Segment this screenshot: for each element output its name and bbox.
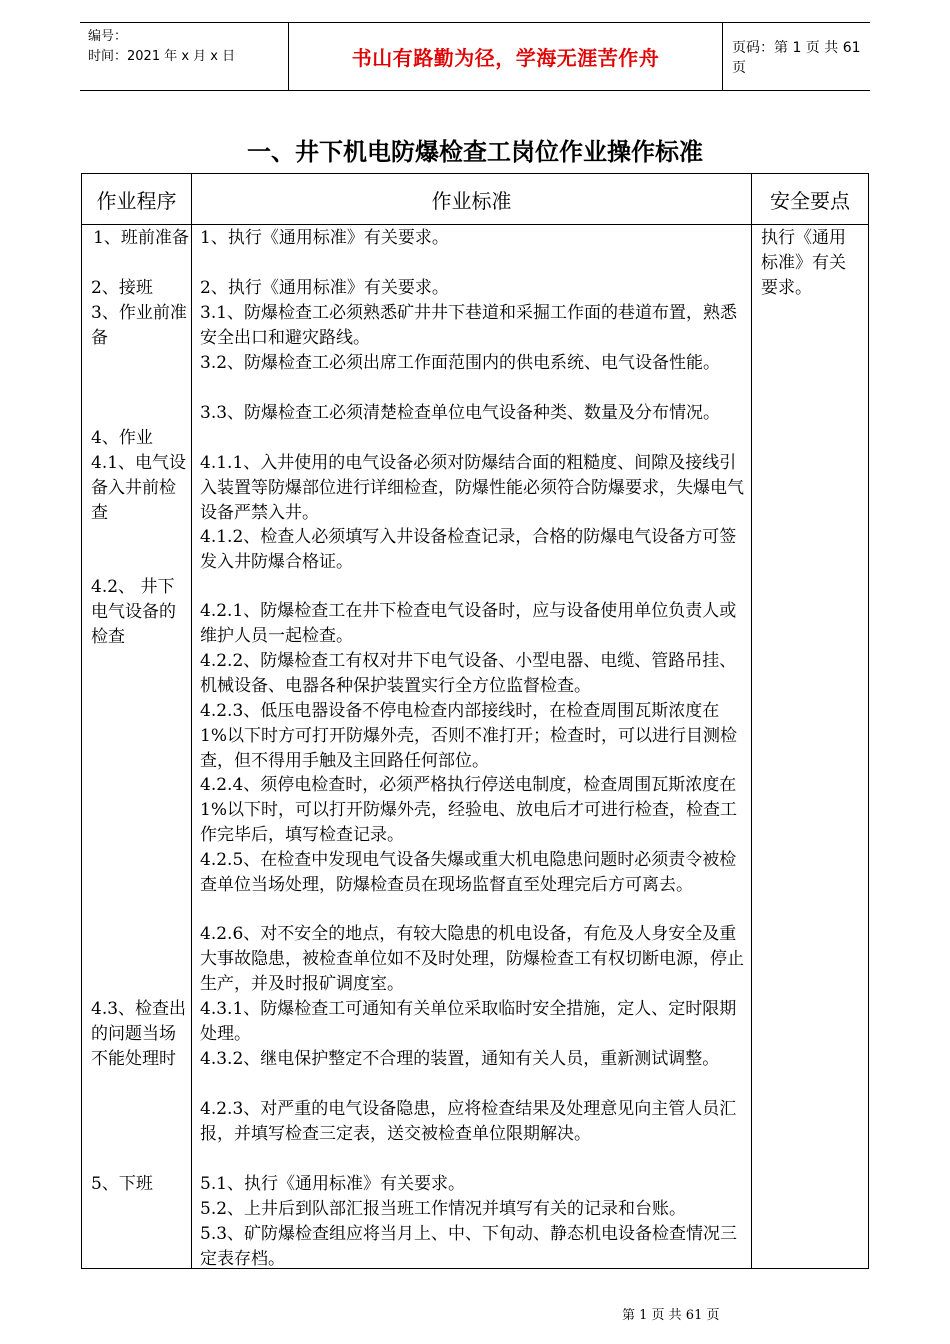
procedure-item: 2、接班: [91, 278, 153, 298]
document-time: 时间：2021 年 x 月 x 日: [88, 49, 236, 64]
document-title: 一、井下机电防爆检查工岗位作业操作标准: [247, 138, 703, 166]
procedure-item: 4.1、电气设备入井前检查: [91, 453, 187, 523]
standard-item: 5.3、矿防爆检查组应将当月上、中、下旬动、静态机电设备检查情况三定表存档。: [200, 1224, 738, 1269]
standard-item: 4.2.4、须停电检查时，必须严格执行停送电制度，检查周围瓦斯浓度在 1%以下时，可以打开防爆外壳，经验电、放电后才可进行检查，检查工作完毕后，填写检查记录。: [200, 775, 737, 845]
column-divider: [751, 174, 752, 1268]
procedure-item: 4、作业: [91, 428, 153, 448]
procedure-item: 3、作业前准备: [91, 303, 187, 348]
standard-item: 5.1、执行《通用标准》有关要求。: [200, 1174, 466, 1194]
column-divider: [191, 174, 192, 1268]
procedure-item: 4.2、 井下电气设备的检查: [91, 577, 176, 647]
page-header: [80, 22, 870, 91]
procedure-item: 1、班前准备: [93, 228, 189, 248]
procedure-item: 5、下班: [91, 1174, 153, 1194]
procedure-table: [81, 173, 869, 1269]
document-number-label: 编号：: [88, 29, 128, 44]
header-safety-points: 安全要点: [770, 188, 850, 213]
standard-item: 4.2.3、对严重的电气设备隐患，应将检查结果及处理意见向主管人员汇报，并填写检查三定表，送交被检查单位限期解决。: [200, 1099, 737, 1144]
standard-item: 4.1.1、入井使用的电气设备必须对防爆结合面的粗糙度、间隙及接线引入装置等防爆部位进行详细检查，防爆性能必须符合防爆要求，失爆电气设备严禁入井。: [200, 453, 744, 523]
header-standard: 作业标准: [431, 188, 512, 213]
header-meta: [88, 27, 235, 67]
header-page-info: 页码：第 1 页 共 61 页: [732, 39, 861, 76]
standard-item: 4.2.1、防爆检查工在井下检查电气设备时，应与设备使用单位负责人或维护人员一起检查。: [200, 601, 737, 646]
standard-item: 5.2、上井后到队部汇报当班工作情况并填写有关的记录和台账。: [200, 1199, 687, 1219]
standard-item: 4.2.6、对不安全的地点，有较大隐患的机电设备，有危及人身安全及重大事故隐患，被检查单位如不及时处理，防爆检查工有权切断电源，停止生产，并及时报矿调度室。: [200, 924, 744, 994]
standard-item: 4.2.5、在检查中发现电气设备失爆或重大机电隐患问题时必须责令被检查单位当场处理，防爆检查员在现场监督直至处理完后方可离去。: [200, 850, 737, 895]
header-motto: 书山有路勤为径，学海无涯苦作舟: [288, 23, 723, 90]
standard-item: 2、执行《通用标准》有关要求。: [200, 278, 449, 298]
safety-points-cell: 执行《通用标准》有关要求。: [761, 228, 846, 298]
standard-item: 4.1.2、检查人必须填写入井设备检查记录，合格的防爆电气设备方可签发入井防爆合格证。: [200, 527, 737, 572]
standard-item: 4.3.1、防爆检查工可通知有关单位采取临时安全措施，定人、定时限期处理。: [200, 999, 737, 1044]
standard-item: 3.2、防爆检查工必须出席工作面范围内的供电系统、电气设备性能。: [200, 353, 721, 373]
procedure-item: 4.3、检查出的问题当场不能处理时: [91, 999, 187, 1069]
page-footer: 第 1 页 共 61 页: [622, 1308, 720, 1323]
header-procedure: 作业程序: [96, 188, 177, 213]
standard-item: 3.3、防爆检查工必须清楚检查单位电气设备种类、数量及分布情况。: [200, 403, 721, 423]
standard-item: 4.2.2、防爆检查工有权对井下电气设备、小型电器、电缆、管路吊挂、机械设备、电器各种保护装置实行全方位监督检查。: [200, 651, 737, 696]
header-row-divider: [82, 224, 868, 225]
standard-item: 3.1、防爆检查工必须熟悉矿井井下巷道和采掘工作面的巷道布置，熟悉安全出口和避灾路线。: [200, 303, 738, 348]
standard-item: 4.3.2、继电保护整定不合理的装置，通知有关人员，重新测试调整。: [200, 1049, 720, 1069]
standard-item: 4.2.3、低压电器设备不停电检查内部接线时，在检查周围瓦斯浓度在 1%以下时方可打开防爆外壳，否则不准打开；检查时，可以进行目测检查，但不得用手触及主回路任何部位。: [200, 701, 737, 771]
standard-item: 1、执行《通用标准》有关要求。: [200, 228, 449, 248]
